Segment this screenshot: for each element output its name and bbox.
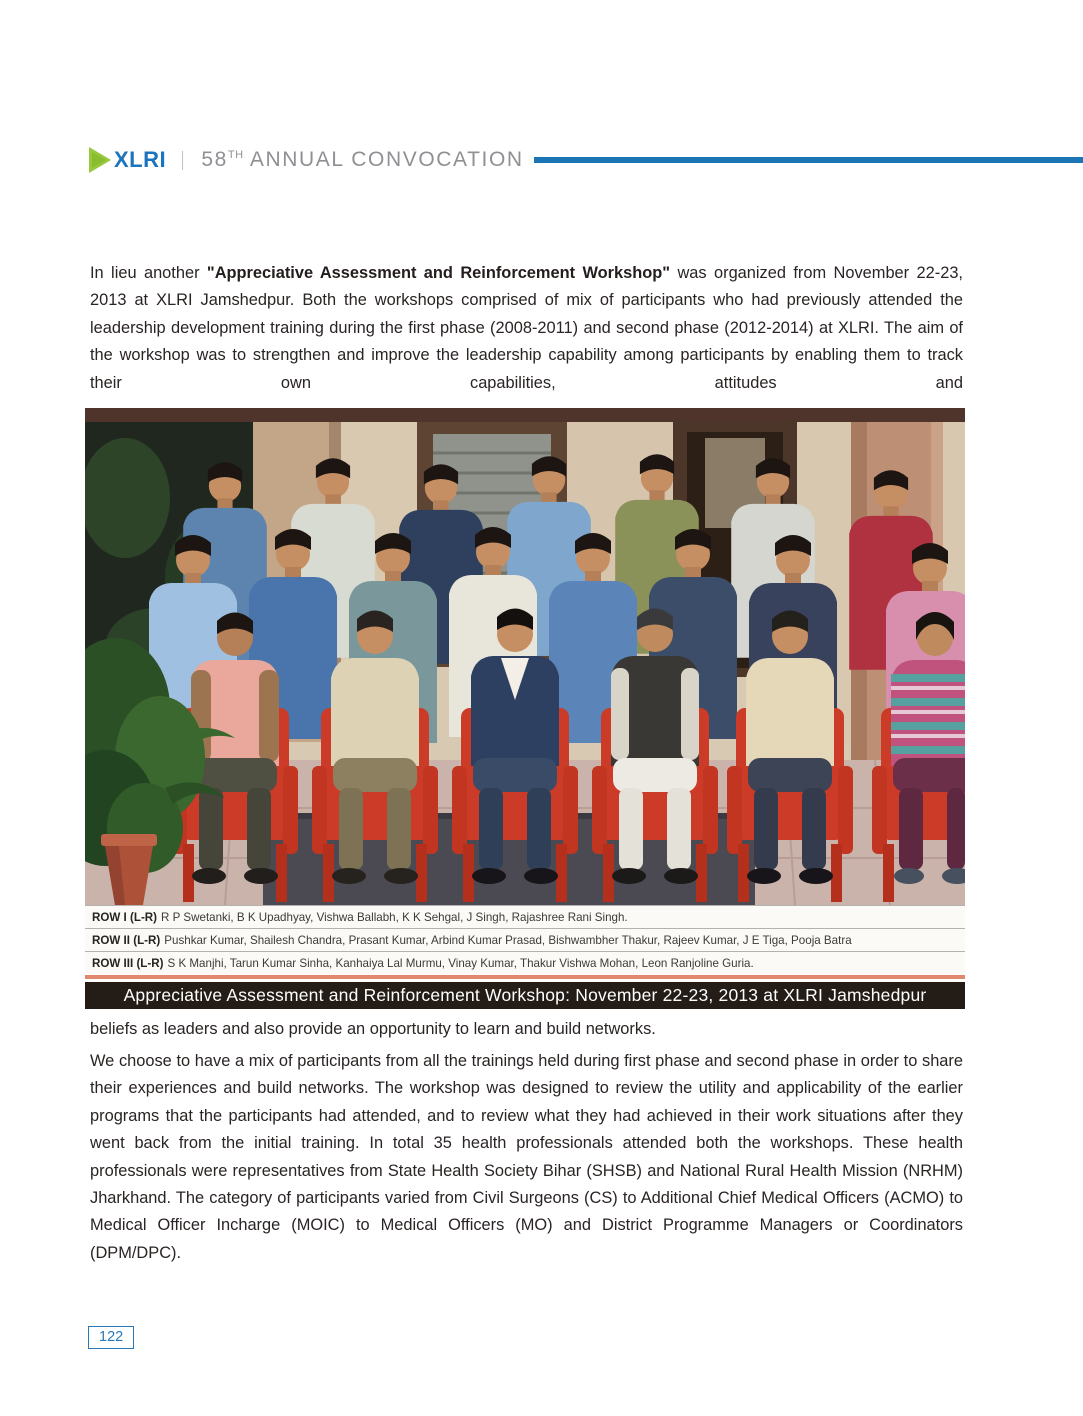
photo-caption-row-2: [85, 928, 965, 951]
workshop-title-bold: "Appreciative Assessment and Reinforcement Workshop": [206, 264, 671, 282]
xlri-logo-triangle-icon: [88, 146, 112, 174]
group-photo-figure: [85, 408, 965, 1009]
title-rest: ANNUAL CONVOCATION: [243, 148, 524, 171]
intro-text-post: was organized from November 22-23, 2013 at XLRI Jamshedpur. Both the workshops comprised of mix of participants who had previously attended the leadership development training during the first phase (2008-2011) and second phase (2012-2014) at XLRI. The aim of the workshop was to strengthen and improve the leadership capability among participants by enabling them to track their own capabilities, attitudes and: [90, 264, 963, 392]
photo-bottom-rule: [85, 975, 965, 979]
row1-names: R P Swetanki, B K Upadhyay, Vishwa Ballabh, K K Sehgal, J Singh, Rajashree Rani Singh.: [161, 910, 628, 924]
intro-paragraph: [90, 260, 963, 397]
page-title: [201, 148, 523, 172]
photo-caption-row-1: [85, 905, 965, 928]
header-separator: |: [181, 148, 185, 171]
details-paragraph: We choose to have a mix of participants from all the trainings held during first phase and second phase in order to share their experiences and build networks. The workshop was designed to review the utility and applicability of the earlier programs that the participants had attended, and to review what they had achieved in their work situations after they went back from the initial training. In total 35 health professionals attended both the workshops. These health professionals were representatives from State Health Society Bihar (SHSB) and National Rural Health Mission (NRHM) Jharkhand. The category of participants varied from Civil Surgeons (CS) to Additional Chief Medical Officers (ACMO) to Medical Officer Incharge (MOIC) to Medical Officers (MO) and District Programme Managers or Coordinators (DPM/DPC).: [90, 1052, 963, 1262]
intro-text-pre: In lieu another: [90, 264, 207, 282]
row3-names: S K Manjhi, Tarun Kumar Sinha, Kanhaiya Lal Murmu, Vinay Kumar, Thakur Vishwa Mohan, Leon Ranjoline Guria.: [167, 956, 754, 970]
xlri-logo-text: XLRI: [114, 147, 167, 172]
header-rule: [534, 157, 1083, 163]
page-header: [88, 144, 1083, 176]
title-number: 58: [201, 148, 228, 171]
row3-label: ROW III (L-R): [92, 956, 164, 970]
photo-title-bar: Appreciative Assessment and Reinforcement Workshop: November 22-23, 2013 at XLRI Jamshedpur: [85, 982, 965, 1009]
title-ordinal: TH: [227, 149, 244, 161]
row2-names: Pushkar Kumar, Shailesh Chandra, Prasant Kumar, Arbind Kumar Prasad, Bishwambher Thakur, Rajeev Kumar, J E Tiga, Pooja Batra: [164, 933, 852, 947]
row1-label: ROW I (L-R): [92, 910, 158, 924]
group-photo: [85, 408, 965, 905]
row2-label: ROW II (L-R): [92, 933, 161, 947]
page-number-box: 122: [88, 1326, 134, 1349]
continuation-line: beliefs as leaders and also provide an opportunity to learn and build networks.: [90, 1020, 656, 1038]
photo-caption-row-3: [85, 951, 965, 974]
